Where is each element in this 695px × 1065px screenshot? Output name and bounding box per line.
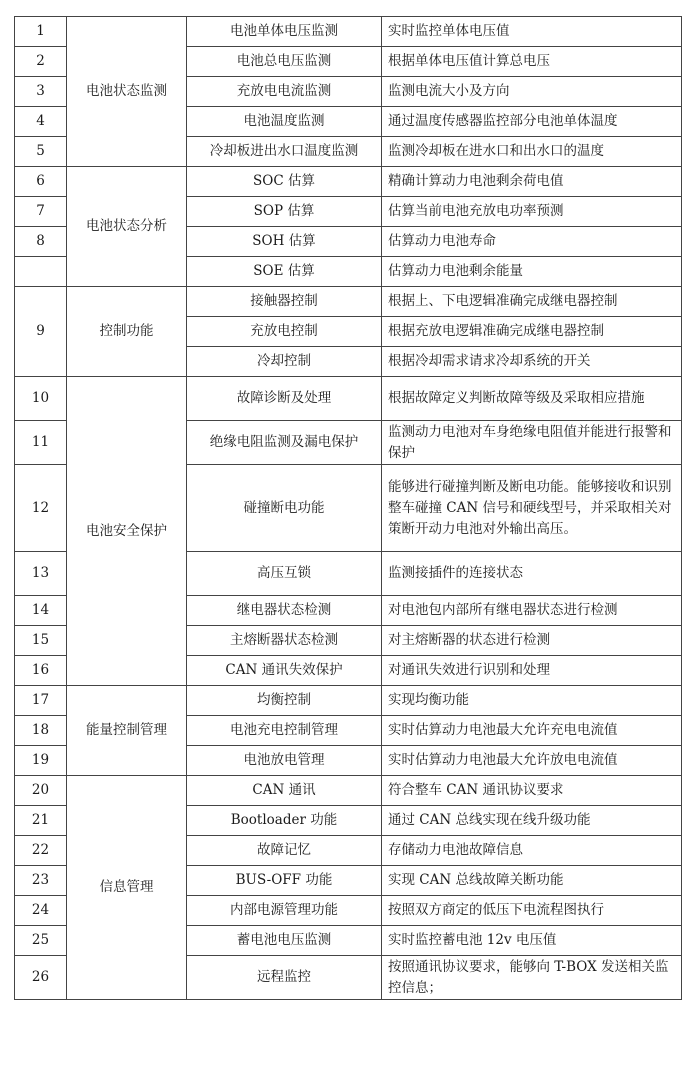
function-cell: 故障记忆	[187, 836, 382, 866]
row-number: 7	[15, 197, 67, 227]
function-cell: SOH 估算	[187, 227, 382, 257]
row-number: 6	[15, 167, 67, 197]
table-row	[15, 686, 682, 716]
row-number: 5	[15, 137, 67, 167]
description-cell: 监测动力电池对车身绝缘电阻值并能进行报警和保护	[382, 421, 682, 465]
category-cell: 信息管理	[67, 776, 187, 1000]
row-number: 12	[15, 465, 67, 552]
category-cell: 电池状态分析	[67, 167, 187, 287]
description-cell: 实时估算动力电池最大允许放电电流值	[382, 746, 682, 776]
row-number: 11	[15, 421, 67, 465]
row-number: 20	[15, 776, 67, 806]
description-cell: 根据故障定义判断故障等级及采取相应措施	[382, 377, 682, 421]
row-number: 14	[15, 596, 67, 626]
description-cell: 监测接插件的连接状态	[382, 552, 682, 596]
row-number: 21	[15, 806, 67, 836]
function-cell: 绝缘电阻监测及漏电保护	[187, 421, 382, 465]
function-cell: 电池温度监测	[187, 107, 382, 137]
description-cell: 监测电流大小及方向	[382, 77, 682, 107]
description-cell: 根据上、下电逻辑准确完成继电器控制	[382, 287, 682, 317]
row-number: 4	[15, 107, 67, 137]
description-cell: 按照通讯协议要求，能够向 T-BOX 发送相关监控信息；	[382, 956, 682, 1000]
function-cell: 主熔断器状态检测	[187, 626, 382, 656]
function-cell: 电池总电压监测	[187, 47, 382, 77]
function-cell: 内部电源管理功能	[187, 896, 382, 926]
description-cell: 通过温度传感器监控部分电池单体温度	[382, 107, 682, 137]
description-cell: 估算动力电池剩余能量	[382, 257, 682, 287]
row-number: 3	[15, 77, 67, 107]
function-cell: 远程监控	[187, 956, 382, 1000]
row-number: 17	[15, 686, 67, 716]
function-cell: 均衡控制	[187, 686, 382, 716]
description-cell: 根据单体电压值计算总电压	[382, 47, 682, 77]
description-cell: 按照双方商定的低压下电流程图执行	[382, 896, 682, 926]
row-number	[15, 257, 67, 287]
row-number: 25	[15, 926, 67, 956]
category-cell: 电池状态监测	[67, 17, 187, 167]
function-cell: 高压互锁	[187, 552, 382, 596]
category-cell: 控制功能	[67, 287, 187, 377]
description-cell: 实时监控单体电压值	[382, 17, 682, 47]
function-cell: 故障诊断及处理	[187, 377, 382, 421]
row-number: 23	[15, 866, 67, 896]
table-row	[15, 17, 682, 47]
function-cell: 电池放电管理	[187, 746, 382, 776]
row-number: 18	[15, 716, 67, 746]
description-cell: 估算动力电池寿命	[382, 227, 682, 257]
function-cell: CAN 通讯失效保护	[187, 656, 382, 686]
description-cell: 实时估算动力电池最大允许充电电流值	[382, 716, 682, 746]
row-number: 2	[15, 47, 67, 77]
category-cell: 能量控制管理	[67, 686, 187, 776]
description-cell: 实时监控蓄电池 12v 电压值	[382, 926, 682, 956]
description-cell: 符合整车 CAN 通讯协议要求	[382, 776, 682, 806]
function-cell: CAN 通讯	[187, 776, 382, 806]
function-cell: 蓄电池电压监测	[187, 926, 382, 956]
description-cell: 实现 CAN 总线故障关断功能	[382, 866, 682, 896]
row-number: 1	[15, 17, 67, 47]
function-cell: 电池单体电压监测	[187, 17, 382, 47]
row-number: 24	[15, 896, 67, 926]
table-row	[15, 776, 682, 806]
row-number: 26	[15, 956, 67, 1000]
function-cell: 充放电控制	[187, 317, 382, 347]
row-number: 8	[15, 227, 67, 257]
row-number: 15	[15, 626, 67, 656]
row-number: 10	[15, 377, 67, 421]
row-number: 22	[15, 836, 67, 866]
description-cell: 能够进行碰撞判断及断电功能。能够接收和识别整车碰撞 CAN 信号和硬线型号，并采取相关对策断开动力电池对外输出高压。	[382, 465, 682, 552]
table-row	[15, 167, 682, 197]
description-cell: 对主熔断器的状态进行检测	[382, 626, 682, 656]
category-cell: 电池安全保护	[67, 377, 187, 686]
row-number: 13	[15, 552, 67, 596]
description-cell: 监测冷却板在进水口和出水口的温度	[382, 137, 682, 167]
function-cell: 电池充电控制管理	[187, 716, 382, 746]
row-number: 9	[15, 287, 67, 377]
function-cell: SOE 估算	[187, 257, 382, 287]
description-cell: 存储动力电池故障信息	[382, 836, 682, 866]
function-cell: 接触器控制	[187, 287, 382, 317]
description-cell: 估算当前电池充放电功率预测	[382, 197, 682, 227]
description-cell: 通过 CAN 总线实现在线升级功能	[382, 806, 682, 836]
table-row	[15, 287, 682, 317]
function-cell: SOP 估算	[187, 197, 382, 227]
function-cell: SOC 估算	[187, 167, 382, 197]
description-cell: 对电池包内部所有继电器状态进行检测	[382, 596, 682, 626]
function-cell: 冷却板进出水口温度监测	[187, 137, 382, 167]
row-number: 19	[15, 746, 67, 776]
description-cell: 根据冷却需求请求冷却系统的开关	[382, 347, 682, 377]
description-cell: 对通讯失效进行识别和处理	[382, 656, 682, 686]
table-row	[15, 377, 682, 421]
function-cell: Bootloader 功能	[187, 806, 382, 836]
function-cell: BUS-OFF 功能	[187, 866, 382, 896]
function-cell: 继电器状态检测	[187, 596, 382, 626]
description-cell: 精确计算动力电池剩余荷电值	[382, 167, 682, 197]
bms-function-table	[14, 16, 682, 1000]
description-cell: 实现均衡功能	[382, 686, 682, 716]
description-cell: 根据充放电逻辑准确完成继电器控制	[382, 317, 682, 347]
function-cell: 充放电电流监测	[187, 77, 382, 107]
row-number: 16	[15, 656, 67, 686]
function-cell: 碰撞断电功能	[187, 465, 382, 552]
function-cell: 冷却控制	[187, 347, 382, 377]
